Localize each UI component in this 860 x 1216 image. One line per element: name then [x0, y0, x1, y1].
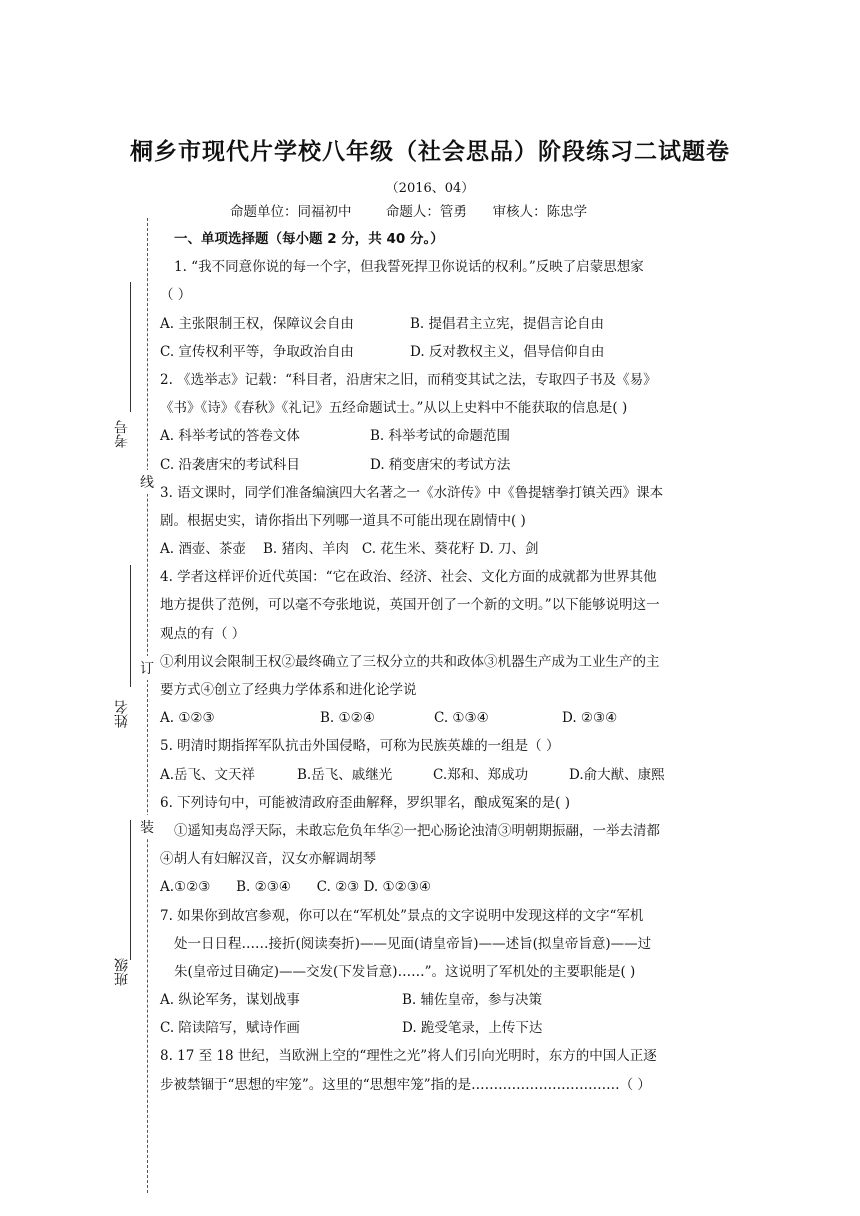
binding-line	[147, 218, 148, 1193]
q1-options-row2	[160, 338, 735, 366]
name-label: 姓名	[114, 700, 130, 728]
q1-option-a: A. 主张限制王权，保障议会自由	[160, 315, 354, 332]
q1-stem-line2: （ ）	[160, 287, 192, 304]
q6-stem: 6. 下列诗句中，可能被清政府歪曲解释，罗织罪名，酿成冤案的是( )	[160, 794, 570, 811]
q2-option-d: D. 稍变唐宋的考试方法	[370, 456, 511, 473]
q7-stem-line2: 处一日日程……接折(阅读奏折)——见面(请皇帝旨)——述旨(拟皇帝旨意)——过	[174, 935, 652, 952]
class-line	[130, 820, 131, 960]
q7-option-d: D. 跪受笔录，上传下达	[402, 1020, 543, 1037]
q6-line2: ④胡人有妇解汉音，汉女亦解调胡琴	[160, 851, 376, 868]
q5-option-c: C.郑和、郑成功	[433, 766, 529, 783]
q5-stem: 5. 明清时期指挥军队抗击外国侵略，可称为民族英雄的一组是（ ）	[160, 738, 560, 755]
q1-option-c: C. 宣传权利平等，争取政治自由	[160, 343, 354, 360]
q4-option-b: B. ①②④	[320, 710, 375, 727]
q7-options-row1	[160, 986, 735, 1014]
q8-stem-line2: 步被禁锢于“思想的牢笼”。这里的“思想牢笼”指的是……………………………（ ）	[160, 1076, 651, 1093]
exam-date: （2016、04）	[385, 181, 475, 196]
q4-stem-line2: 地方提供了范例，可以毫不夸张地说，英国开创了一个新的文明。”以下能够说明这一	[160, 597, 660, 614]
q5-option-d: D.俞大猷、康熙	[569, 766, 665, 783]
exam-number-line	[130, 282, 131, 412]
binding-mark-ding: 订	[140, 656, 154, 680]
q2-stem-line1: 2. 《选举志》记载：“科目者，沿唐宋之旧，而稍变其试之法，专取四子书及《易》	[160, 371, 657, 388]
binding-mark-line: 线	[140, 470, 154, 494]
q2-option-c: C. 沿袭唐宋的考试科目	[160, 456, 300, 473]
q4-stem-line3: 观点的有（ ）	[160, 625, 246, 642]
q4-option-a: A. ①②③	[160, 710, 215, 727]
binding-mark-zhuang: 装	[140, 815, 154, 839]
q4-option-c: C. ①③④	[434, 710, 489, 727]
exam-credits: 命题单位：同福初中 命题人：管勇 审核人：陈忠学	[230, 204, 588, 220]
q2-stem-line2: 《书》《诗》《春秋》《礼记》五经命题试士。”从以上史料中不能获取的信息是( )	[160, 400, 628, 417]
q2-options-row2	[160, 451, 735, 479]
q3-stem-line2: 剧。根据史实，请你指出下列哪一道具不可能出现在剧情中( )	[160, 512, 526, 529]
q2-option-a: A. 科举考试的答卷文体	[160, 428, 300, 445]
q8-stem-line1: 8. 17 至 18 世纪，当欧洲上空的“理性之光”将人们引向光明时，东方的中国人正逐	[160, 1048, 657, 1065]
class-label: 班级	[114, 958, 130, 986]
q1-stem-line1: 1. “我不同意你说的每一个字，但我誓死捍卫你说话的权利。”反映了启蒙思想家	[174, 259, 644, 276]
q1-option-d: D. 反对教权主义，倡导信仰自由	[410, 343, 605, 360]
q7-option-b: B. 辅佐皇帝，参与决策	[402, 992, 543, 1009]
q4-options	[160, 704, 735, 732]
q4-stem-line4: ①利用议会限制王权②最终确立了三权分立的共和政体③机器生产成为工业生产的主	[160, 653, 660, 670]
page-title: 桐乡市现代片学校八年级（社会思品）阶段练习二试题卷	[130, 139, 730, 165]
q7-options-row2	[160, 1014, 735, 1042]
question-content	[160, 225, 735, 1099]
q6-line1: ①遥知夷岛浮天际，未敢忘危负年华②一把心肠论浊清③明朝期振翮，一举去清都	[174, 822, 660, 839]
q7-option-c: C. 陪读陪写，赋诗作画	[160, 1020, 300, 1037]
q4-stem-line1: 4. 学者这样评价近代英国：“它在政治、经济、社会、文化方面的成就都为世界其他	[160, 569, 657, 586]
q7-stem-line3: 朱(皇帝过目确定)——交发(下发旨意)……”。这说明了军机处的主要职能是( )	[174, 963, 636, 980]
q2-options-row1	[160, 422, 735, 450]
q3-options: A. 酒壶、茶壶 B. 猪肉、羊肉 C. 花生米、葵花籽 D. 刀、剑	[160, 541, 539, 558]
name-line	[130, 565, 131, 687]
q6-options: A.①②③ B. ②③④ C. ②③ D. ①②③④	[160, 879, 431, 896]
section-heading: 一、单项选择题（每小题 2 分，共 40 分。）	[174, 231, 444, 247]
q5-options	[160, 761, 735, 789]
q5-option-b: B.岳飞、戚继光	[297, 766, 393, 783]
q7-option-a: A. 纵论军务，谋划战事	[160, 992, 300, 1009]
q2-option-b: B. 科举考试的命题范围	[370, 428, 511, 445]
q5-option-a: A.岳飞、文天祥	[160, 766, 256, 783]
q3-stem-line1: 3. 语文课时，同学们准备编演四大名著之一《水浒传》中《鲁提辖拳打镇关西》课本	[160, 484, 664, 501]
q4-stem-line5: 要方式④创立了经典力学体系和进化论学说	[160, 682, 417, 698]
exam-number-label: 考号	[114, 420, 130, 448]
q4-option-d: D. ②③④	[562, 710, 618, 727]
q1-option-b: B. 提倡君主立宪，提倡言论自由	[410, 315, 605, 332]
q7-stem-line1: 7. 如果你到故宫参观，你可以在“军机处”景点的文字说明中发现这样的文字“军机	[160, 907, 644, 924]
q1-options-row1	[160, 310, 735, 338]
